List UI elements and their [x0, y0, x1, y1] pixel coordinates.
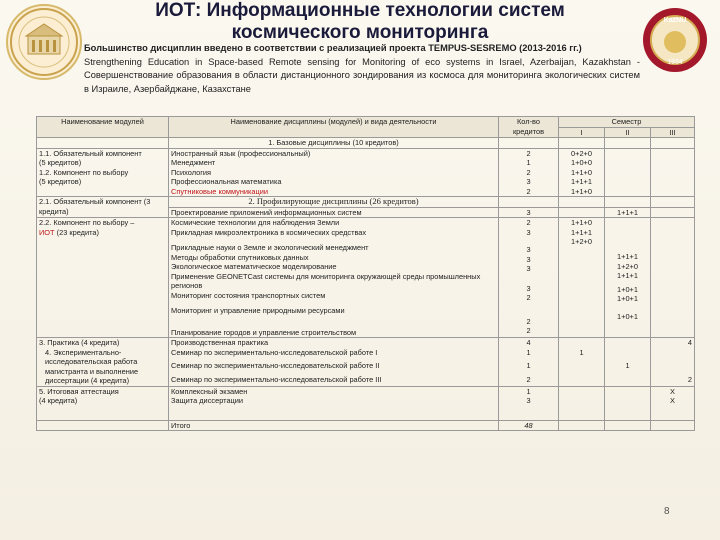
- discipline-item: Иностранный язык (профессиональный): [171, 148, 311, 158]
- sem2-cell: [605, 218, 651, 338]
- table-row: [37, 386, 695, 420]
- sem-value: 1+1+0: [571, 186, 592, 196]
- sem-value: 1+1+1: [605, 207, 651, 218]
- table-row: [37, 338, 695, 387]
- credit-value: 1: [526, 158, 531, 167]
- credit-value: 2: [526, 148, 531, 158]
- module-1-2-credits: (5 кредитов): [39, 177, 82, 186]
- discipline-item: Защита диссертации: [171, 396, 244, 405]
- module-1-2: 1.2. Компонент по выбору: [39, 167, 129, 177]
- sem-value: 1+1+0: [571, 167, 592, 177]
- credit-value: 1: [526, 361, 531, 370]
- module-4: 4. Экспериментально-исследовательская работа магистранта и выполнение диссертации (4 кредита): [45, 347, 139, 385]
- module-iot: ИОТ: [39, 227, 55, 237]
- credits-cell: [499, 386, 559, 420]
- sem-value: 1+2+0: [571, 237, 592, 246]
- sem-value: 1+1+1: [617, 271, 638, 280]
- sem-value: 1+0+1: [617, 294, 638, 303]
- header-modules: Наименование модулей: [37, 117, 169, 138]
- credit-value: 2: [526, 293, 531, 302]
- title-line-2: космического мониторинга: [231, 22, 489, 43]
- sem-value: 1+0+1: [617, 311, 638, 321]
- sem-value: 1: [579, 347, 584, 357]
- discipline-cell: [169, 386, 499, 420]
- credits-cell: [499, 338, 559, 387]
- discipline-cell: [169, 338, 499, 387]
- discipline-cell: [169, 148, 499, 197]
- discipline-item: Профессиональная математика: [171, 177, 282, 186]
- discipline-item: Экологическое математическое моделирование: [171, 262, 337, 271]
- sem-value: X: [670, 396, 675, 405]
- emblem-text: KazNU: [663, 17, 687, 24]
- discipline-item: Прикладная микроэлектроника в космических средствах: [171, 227, 367, 237]
- discipline-item: Мониторинг и управление природными ресурсами: [171, 306, 345, 315]
- sem2-cell: [605, 338, 651, 387]
- module-cell: [37, 197, 169, 218]
- discipline-item: Менеджмент: [171, 158, 216, 167]
- discipline-item: Методы обработки спутниковых данных: [171, 252, 309, 262]
- total-value: 48: [499, 420, 559, 431]
- header-sem-1: I: [559, 127, 605, 138]
- discipline-item: Семинар по экспериментально-исследовательской работе I: [171, 347, 378, 357]
- credits-cell: [499, 148, 559, 197]
- discipline-item: Комплексный экзамен: [171, 386, 248, 396]
- credit-value: 2: [526, 186, 531, 196]
- sem1-cell: [559, 218, 605, 338]
- intro-line-2: Strengthening Education in Space-based Remote sensing for Monitoring of eco systems in Israel, Azerbaijan, Kazakhstan - Совершенствование образования в области дистанционного зондирования из космоса для мониторинга экологических систем в Израиле, Азербайджане, Казахстане: [84, 56, 640, 94]
- section-row: [37, 138, 695, 149]
- discipline-item: Применение GEONETCast системы для мониторинга окружающей среды промышленных регионов: [171, 271, 481, 290]
- sem-value: X: [670, 386, 675, 396]
- sem-value: 1+0+1: [617, 284, 638, 294]
- module-2-1: 2.1. Обязательный компонент: [39, 197, 142, 206]
- header-sem-3: III: [651, 127, 695, 138]
- table-header-row: [37, 117, 695, 128]
- credit-value: 2: [526, 218, 531, 227]
- sem-value: 1+1+0: [571, 218, 592, 227]
- module-1-1: 1.1. Обязательный компонент: [39, 148, 142, 158]
- university-seal-icon: [6, 4, 82, 80]
- sem-value: 1+1+1: [571, 227, 592, 237]
- discipline-item: Психология: [171, 167, 212, 177]
- sem-value: 2: [687, 374, 693, 384]
- sem-value: 1: [625, 361, 630, 370]
- module-5: 5. Итоговая аттестация: [39, 386, 119, 396]
- credit-value: 3: [526, 396, 531, 405]
- credit-value: 3: [526, 264, 531, 273]
- credit-value: 3: [499, 207, 559, 218]
- emblem-year: 1934: [667, 59, 683, 66]
- credit-value: 2: [526, 167, 531, 177]
- total-label: Итого: [169, 420, 499, 431]
- curriculum-table: [36, 116, 695, 431]
- header-disciplines: Наименование дисциплины (модулей) и вида деятельности: [169, 117, 499, 138]
- intro-text: [84, 42, 640, 96]
- module-1-1-credits: (5 кредитов): [39, 158, 82, 167]
- module-cell: [37, 386, 169, 420]
- header-sem-2: II: [605, 127, 651, 138]
- discipline-item: Семинар по экспериментально-исследовательской работе II: [171, 361, 380, 370]
- credit-value: 2: [526, 316, 531, 326]
- sem-value: 1+1+1: [571, 177, 592, 186]
- sem1-cell: [559, 338, 605, 387]
- discipline-item: Мониторинг состояния транспортных систем: [171, 290, 326, 300]
- credit-value: 1: [526, 386, 531, 396]
- sem1-cell: [559, 148, 605, 197]
- discipline-cell: [169, 218, 499, 338]
- page-number: 8: [664, 506, 670, 517]
- discipline-item: Спутниковые коммуникации: [171, 186, 269, 196]
- credit-value: 3: [526, 254, 531, 264]
- module-cell: [37, 218, 169, 338]
- module-2-2: 2.2. Компонент по выбору –: [39, 218, 135, 227]
- discipline-item: Планирование городов и управление строительством: [171, 327, 357, 337]
- credit-value: 3: [526, 245, 531, 254]
- discipline-item: Семинар по экспериментально-исследовательской работе III: [171, 374, 382, 384]
- section-2-title: 2. Профилирующие дисциплины (26 кредитов): [169, 197, 499, 208]
- header-semester: Семестр: [559, 117, 695, 128]
- credit-value: 3: [526, 227, 531, 237]
- table-row: [37, 148, 695, 197]
- sem-value: 4: [687, 338, 693, 347]
- header-credits: Кол-во кредитов: [499, 117, 559, 138]
- discipline-item: Космические технологии для наблюдения Земли: [171, 218, 340, 227]
- discipline-item: Прикладные науки о Земле и экологический менеджмент: [171, 243, 369, 252]
- sem3-cell: [651, 338, 695, 387]
- title-line-1: ИОТ: Информационные технологии систем: [155, 0, 565, 21]
- sem-value: 0+2+0: [571, 148, 592, 158]
- credit-value: 1: [526, 347, 531, 357]
- credit-value: 3: [526, 177, 531, 186]
- credit-value: 4: [526, 338, 531, 347]
- module-cell: [37, 148, 169, 197]
- module-3: 3. Практика (4 кредита): [39, 338, 120, 347]
- discipline-item: Проектирование приложений информационных систем: [169, 207, 499, 218]
- total-row: [37, 420, 695, 431]
- sem-value: 1+2+0: [617, 261, 638, 271]
- section-1-title: 1. Базовые дисциплины (10 кредитов): [169, 138, 499, 149]
- credit-value: 3: [526, 283, 531, 293]
- page-title: [80, 0, 640, 44]
- table-row: [37, 218, 695, 338]
- intro-line-1: Большинство дисциплин введено в соответствии с реализацией проекта TEMPUS-SESREMO (2013-2016 гг.): [84, 43, 582, 53]
- module-2-2-credits: (23 кредита): [56, 227, 99, 237]
- sem-value: 1+0+0: [571, 158, 592, 167]
- module-2-1-credits: (3 кредита): [39, 197, 151, 216]
- kaznu-emblem-icon: [641, 6, 709, 74]
- module-5-credits: (4 кредита): [39, 396, 78, 405]
- section-row: [37, 197, 695, 208]
- credit-value: 2: [526, 374, 531, 384]
- discipline-item: Производственная практика: [171, 338, 269, 347]
- module-cell: [37, 338, 169, 387]
- credit-value: 2: [526, 326, 531, 335]
- sem-value: 1+1+1: [617, 252, 638, 261]
- sem3-cell: [651, 386, 695, 420]
- credits-cell: [499, 218, 559, 338]
